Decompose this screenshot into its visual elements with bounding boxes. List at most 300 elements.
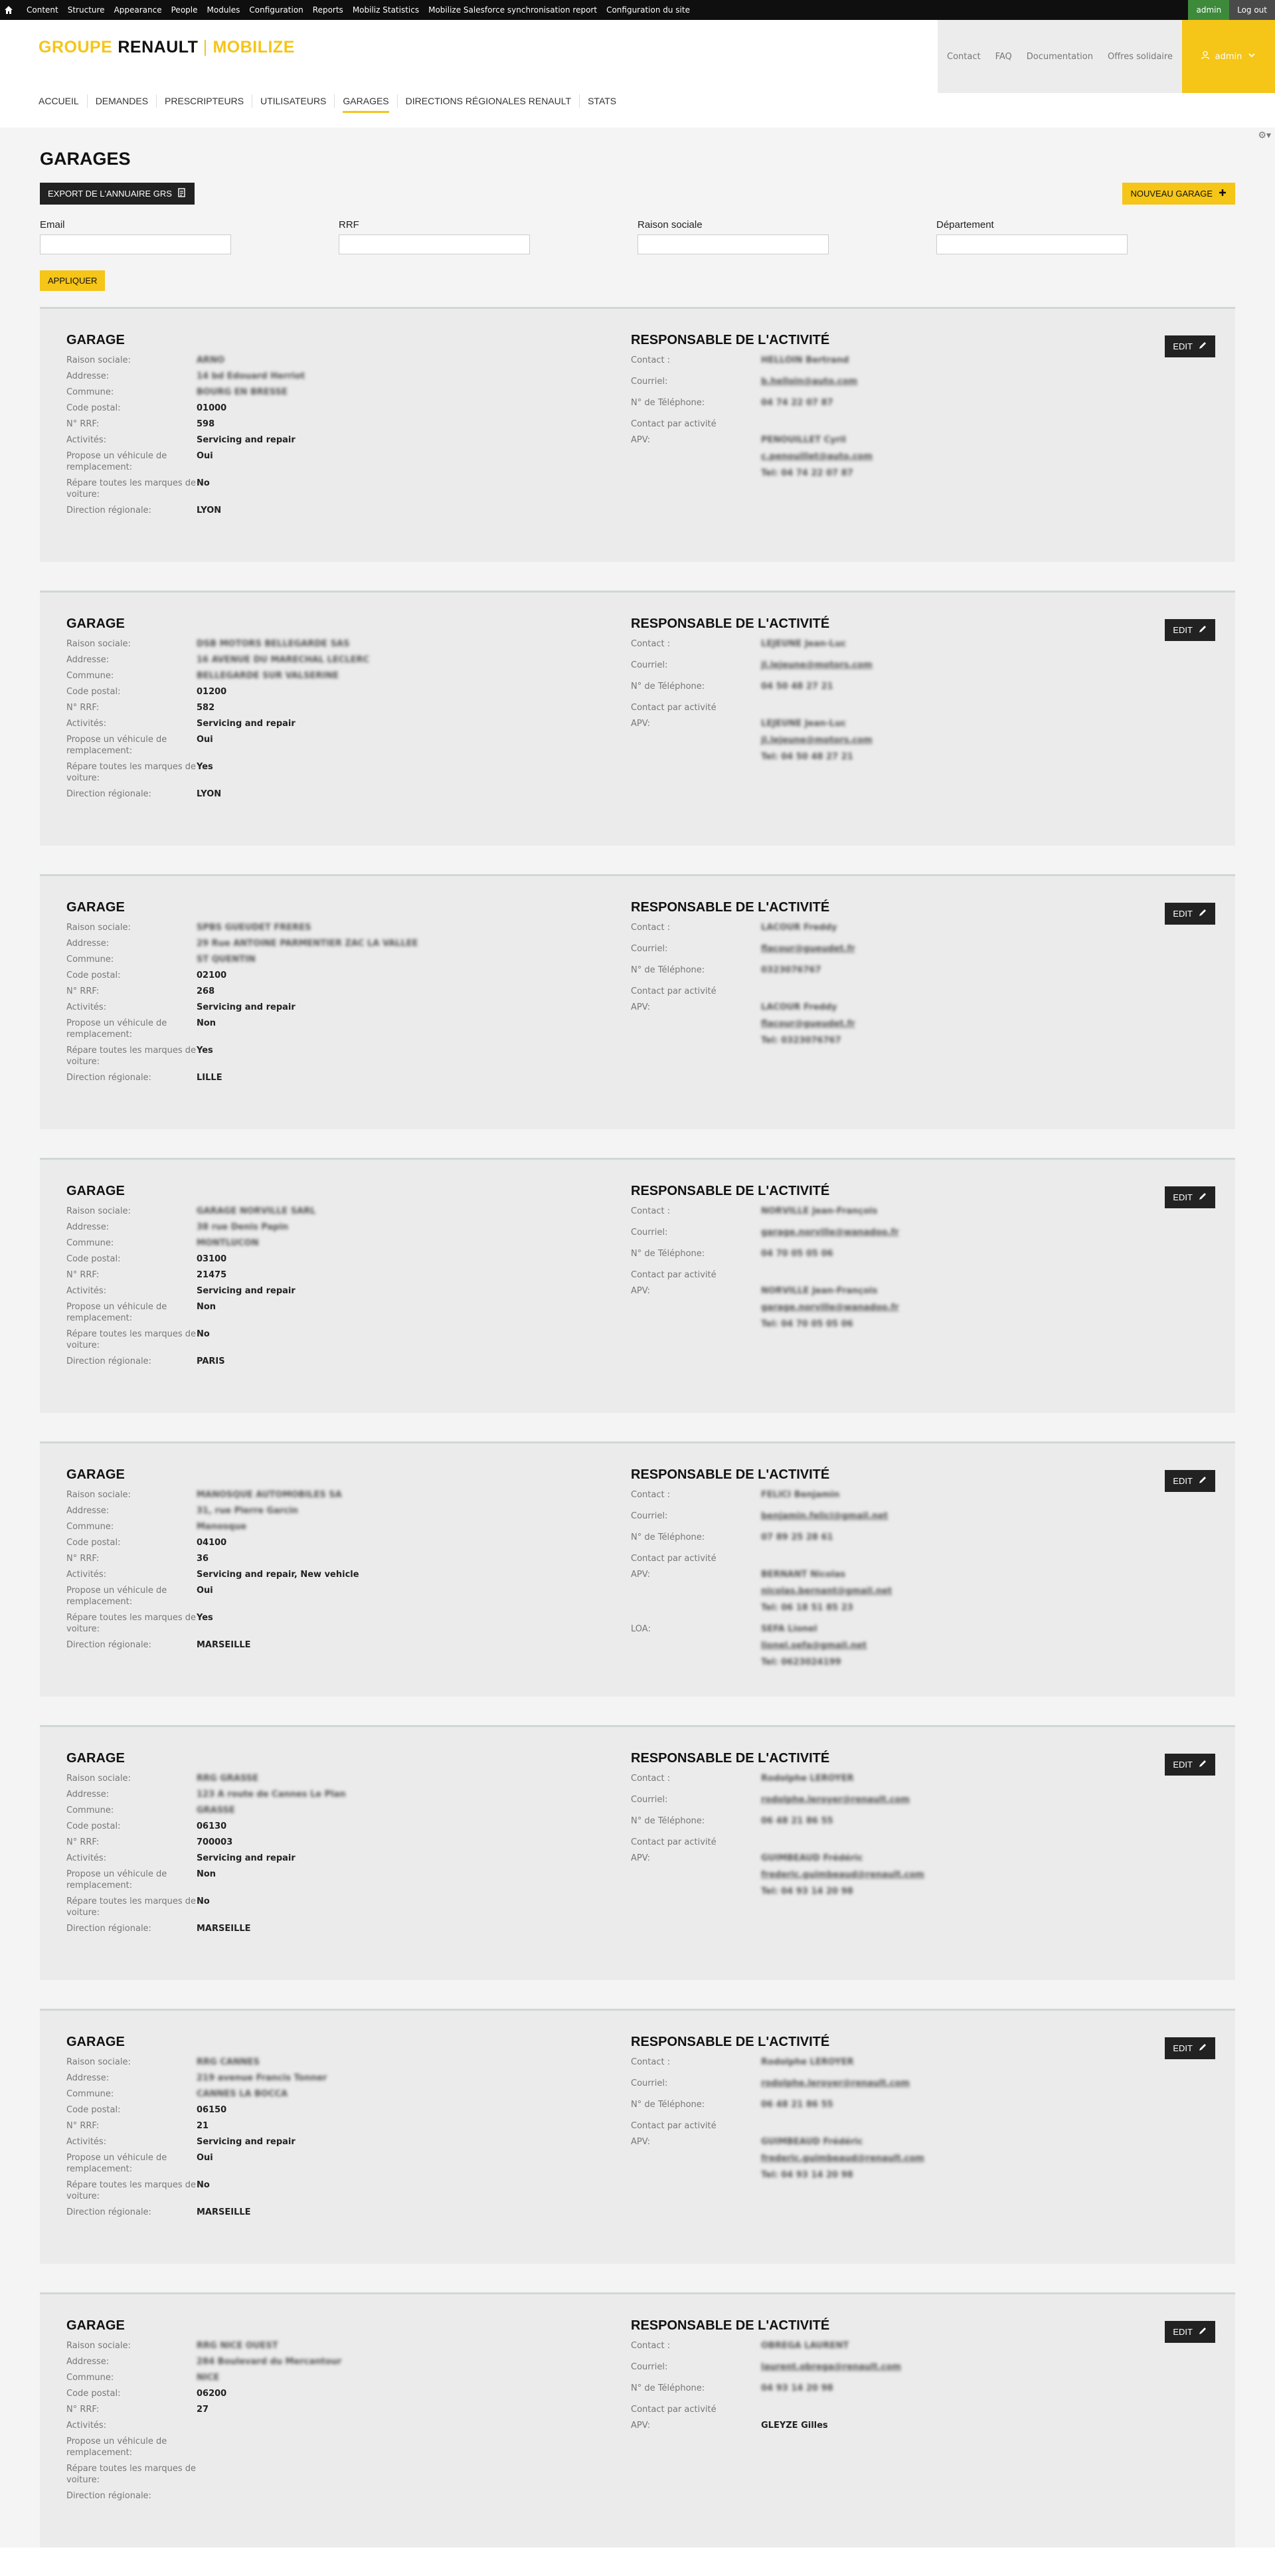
field-direction [66,1356,611,1367]
field-value: GRASSE [197,1805,235,1815]
field-cp [66,2104,611,2116]
field-label: Propose un véhicule de remplacement: [66,1018,167,1040]
resp-title: RESPONSABLE DE L'ACTIVITÉ [631,1184,830,1198]
field-label: Contact par activité [631,2405,717,2415]
email-link[interactable]: laurent.obrega@renault.com [761,2362,901,2372]
edit-button[interactable] [1165,2037,1215,2059]
toolbar-item-appearance[interactable]: Appearance [114,5,162,15]
field-value: LYON [197,789,222,799]
field-value: 07 89 25 28 61 [761,1532,833,1542]
field-label: Code postal: [66,2105,121,2115]
resp-apv [631,2136,1003,2186]
resp-courriel [631,2361,1003,2378]
garage-card [40,874,1235,1129]
field-value: ARNO [197,355,225,365]
link-documentation[interactable]: Documentation [1026,51,1093,62]
field-cp [66,1537,611,1548]
field-value: ST QUENTIN [197,955,256,965]
page-actions [40,183,1235,205]
field-value: CANNES LA BOCCA [197,2089,288,2099]
field-label: Raison sociale: [66,1206,131,1216]
resp-telephone [631,2099,1003,2116]
field-label: Contact : [631,639,671,649]
pencil-icon [1198,624,1207,636]
field-raison [66,355,611,366]
apv-line: Tel: 04 93 14 20 98 [761,1886,853,1896]
field-activites [66,1002,611,1013]
resp-title: RESPONSABLE DE L'ACTIVITÉ [631,616,830,631]
field-activites [66,2420,611,2431]
field-adresse [66,2072,611,2084]
field-label: Addresse: [66,2073,110,2083]
field-value: 16 AVENUE DU MARECHAL LECLERC [197,655,370,665]
field-value: Oui [197,451,213,461]
field-label: Addresse: [66,939,110,949]
field-direction [66,788,611,800]
user-menu[interactable] [1182,20,1275,93]
field-label: N° RRF: [66,419,100,429]
field-marques [66,1045,611,1067]
field-value: 04 50 48 27 21 [761,682,833,691]
toolbar-item-configuration[interactable]: Configuration [249,5,303,15]
field-label: N° RRF: [66,1837,100,1847]
field-value: LACOUR Freddy [761,923,837,933]
field-label: Répare toutes les marques de voiture: [66,1329,197,1350]
toolbar-item-content[interactable]: Content [27,5,58,15]
nav-directions-regionales[interactable]: DIRECTIONS RÉGIONALES RENAULT [398,94,580,108]
field-label: Courriel: [631,2078,668,2088]
pencil-icon [1198,2326,1207,2338]
responsable-info [631,2035,1003,2191]
toolbar-admin-link[interactable]: admin [1188,0,1229,20]
field-label: N° de Téléphone: [631,1532,705,1542]
toolbar-item-modules[interactable]: Modules [207,5,240,15]
field-vehicule [66,1018,611,1040]
edit-label: EDIT [1173,1760,1193,1770]
pencil-icon [1198,1759,1207,1770]
resp-contact [631,355,1003,371]
field-cp [66,2388,611,2399]
field-label: Code postal: [66,687,121,697]
field-label: Commune: [66,2373,114,2383]
field-value: Non [197,1018,216,1028]
edit-button[interactable] [1165,619,1215,641]
field-label: Addresse: [66,2357,110,2367]
field-rrf [66,418,611,430]
resp-contact-activite [631,418,1003,430]
field-label: Code postal: [66,1538,121,1548]
apv-line: GUIMBEAUD Frédéric [761,1853,863,1863]
field-value: RRG NICE OUEST [197,2341,278,2351]
responsable-info [631,900,1003,1056]
garage-card [40,1158,1235,1413]
resp-contact-activite [631,2120,1003,2132]
resp-contact-activite [631,702,1003,713]
field-label: Raison sociale: [66,923,131,933]
resp-apv [631,2420,1003,2437]
field-label: Code postal: [66,403,121,413]
nav-prescripteurs[interactable]: PRESCRIPTEURS [157,94,252,108]
field-label: Raison sociale: [66,1490,131,1500]
field-label: Répare toutes les marques de voiture: [66,762,197,783]
field-value: PARIS [197,1356,225,1366]
field-label: Courriel: [631,1228,668,1238]
pencil-icon [1198,908,1207,919]
apv-line: NORVILLE Jean-François [761,1286,878,1296]
toolbar-logout-link[interactable]: Log out [1229,0,1275,20]
field-commune [66,1521,611,1532]
garage-title: GARAGE [66,900,125,915]
field-vehicule [66,2436,611,2458]
field-value: 06200 [197,2389,227,2399]
garage-card [40,1441,1235,1697]
field-value: 01200 [197,687,227,697]
edit-button[interactable] [1165,1754,1215,1776]
apply-button[interactable]: APPLIQUER [40,270,105,291]
field-label: Activités: [66,2421,107,2431]
field-label: APV: [631,435,650,445]
email-field[interactable] [40,234,231,254]
garage-card [40,1725,1235,1980]
field-label: APV: [631,1570,650,1580]
resp-telephone [631,397,1003,414]
user-name: admin [1215,51,1242,62]
link-contact[interactable]: Contact [947,51,981,62]
toolbar-item-salesforce-report[interactable]: Mobilize Salesforce synchronisation report [428,5,598,15]
field-label: Contact par activité [631,2121,717,2131]
nav-stats[interactable]: STATS [588,96,617,106]
edit-label: EDIT [1173,341,1193,351]
field-value: MARSEILLE [197,1640,251,1650]
field-cp [66,1821,611,1832]
responsable-info [631,333,1003,489]
resp-contact [631,1206,1003,1222]
field-label: Activités: [66,435,107,445]
resp-apv [631,1853,1003,1902]
raison-sociale-field[interactable] [638,234,829,254]
pencil-icon [1198,2043,1207,2054]
resp-telephone [631,1248,1003,1265]
apv-line: frederic.guimbeaud@renault.com [761,2154,924,2163]
resp-apv [631,434,1003,484]
edit-label: EDIT [1173,2043,1193,2053]
field-adresse [66,371,611,382]
field-label: Propose un véhicule de remplacement: [66,2153,167,2174]
field-label: Courriel: [631,1795,668,1805]
email-link[interactable]: garage.norville@wanadoo.fr [761,1228,899,1238]
email-link[interactable]: rodolphe.leroyer@renault.com [761,2078,910,2088]
apv-line: flacour@gueudet.fr [761,1019,855,1029]
toolbar-item-mobiliz-statistics[interactable]: Mobiliz Statistics [352,5,420,15]
filter-rrf-label: RRF [339,219,359,230]
field-label: N° de Téléphone: [631,1249,705,1259]
field-value: RRG GRASSE [197,1774,258,1784]
toolbar-item-reports[interactable]: Reports [312,5,343,15]
field-commune [66,1805,611,1816]
field-label: N° de Téléphone: [631,965,705,975]
field-value: 27 [197,2405,209,2415]
field-label: Répare toutes les marques de voiture: [66,478,197,500]
field-label: APV: [631,2421,650,2431]
field-value: MONTLUCON [197,1238,259,1248]
field-value: Non [197,1302,216,1312]
resp-telephone [631,2383,1003,2399]
resp-contact-activite [631,1269,1003,1281]
garage-title: GARAGE [66,2318,125,2333]
field-label: Contact par activité [631,1554,717,1564]
filter-email [40,219,339,254]
field-value: GARAGE NORVILLE SARL [197,1206,316,1216]
filter-rrf [339,219,638,254]
field-label: APV: [631,1853,650,1863]
resp-courriel [631,1511,1003,1527]
field-value: Yes [197,1046,213,1056]
new-garage-button[interactable] [1122,183,1235,205]
resp-loa [631,1623,1003,1673]
email-link[interactable]: b.helloin@auto.com [761,377,858,387]
field-label: Addresse: [66,371,110,381]
field-label: Code postal: [66,2389,121,2399]
responsable-info [631,1184,1003,1340]
field-direction [66,2490,611,2502]
field-direction [66,1072,611,1083]
gear-icon[interactable]: ⚙▾ [1258,130,1271,141]
field-value: 38 rue Denis Papin [197,1222,289,1232]
apv-line: BERNANT Nicolas [761,1570,845,1580]
resp-apv [631,1285,1003,1335]
header-utility [938,20,1275,93]
field-value: 36 [197,1554,209,1564]
field-label: N° de Téléphone: [631,2383,705,2393]
field-label: Courriel: [631,944,668,954]
field-vehicule [66,450,611,473]
apv-line: garage.norville@wanadoo.fr [761,1303,899,1313]
field-value: 06150 [197,2105,227,2115]
field-label: Addresse: [66,1506,110,1516]
resp-telephone [631,1532,1003,1548]
site-logo[interactable] [39,38,295,57]
edit-button[interactable] [1165,335,1215,357]
field-label: Courriel: [631,660,668,670]
field-value: Servicing and repair [197,1286,296,1296]
edit-label: EDIT [1173,909,1193,919]
field-value: Servicing and repair [197,1002,296,1012]
apv-line: PENOUILLET Cyril [761,435,846,445]
field-label: Contact : [631,355,671,365]
edit-label: EDIT [1173,1192,1193,1202]
apv-line: Tel: 04 70 05 05 06 [761,1319,853,1329]
field-label: Raison sociale: [66,2341,131,2351]
field-value: Servicing and repair [197,2137,296,2147]
field-value: HELLOIN Bertrand [761,355,849,365]
field-label: Propose un véhicule de remplacement: [66,1869,167,1890]
resp-contact-activite [631,1837,1003,1848]
apv-line: nicolas.bernant@gmail.net [761,1586,892,1596]
field-label: Direction régionale: [66,1924,151,1934]
field-label: Commune: [66,2089,114,2099]
field-value: 06 48 21 86 55 [761,2100,833,2110]
resp-courriel [631,660,1003,676]
field-label: Activités: [66,1570,107,1580]
field-value: 04 74 22 07 87 [761,398,833,408]
link-offres-solidaire[interactable]: Offres solidaire [1107,51,1173,62]
field-label: Propose un véhicule de remplacement: [66,451,167,472]
edit-button[interactable] [1165,903,1215,925]
garage-title: GARAGE [66,1184,125,1198]
field-label: Commune: [66,387,114,397]
resp-title: RESPONSABLE DE L'ACTIVITÉ [631,1751,830,1766]
field-label: Direction régionale: [66,2207,151,2217]
edit-label: EDIT [1173,1476,1193,1486]
resp-contact [631,922,1003,939]
apv-line: GUIMBEAUD Frédéric [761,2137,863,2147]
export-button[interactable] [40,183,195,205]
loa-line: SEFA Lionel [761,1624,817,1634]
rrf-field[interactable] [339,234,530,254]
filter-departement-label: Département [936,219,994,230]
logo-mobilize: MOBILIZE [212,38,295,56]
nav-utilisateurs[interactable]: UTILISATEURS [252,94,335,108]
filter-raison-sociale-label: Raison sociale [638,219,703,230]
field-value: No [197,2180,210,2190]
field-value: 14 bd Edouard Herriot [197,371,305,381]
field-marques [66,2463,611,2486]
field-label: Répare toutes les marques de voiture: [66,1046,197,1067]
field-label: Commune: [66,1805,114,1815]
field-label: Direction régionale: [66,789,151,799]
field-label: N° de Téléphone: [631,2100,705,2110]
field-label: Contact : [631,1774,671,1784]
field-label: Répare toutes les marques de voiture: [66,2180,197,2201]
edit-button[interactable] [1165,1186,1215,1208]
email-link[interactable]: flacour@gueudet.fr [761,944,855,954]
resp-contact-activite [631,2404,1003,2415]
field-label: Contact : [631,2057,671,2067]
link-faq[interactable]: FAQ [995,51,1012,62]
field-marques [66,1612,611,1635]
field-raison [66,2057,611,2068]
field-value: Yes [197,1613,213,1623]
field-commune [66,2088,611,2100]
field-vehicule [66,2152,611,2175]
field-adresse [66,1789,611,1800]
field-label: N° RRF: [66,2405,100,2415]
field-value: Servicing and repair, New vehicle [197,1570,359,1580]
field-rrf [66,1269,611,1281]
field-activites [66,1285,611,1297]
field-label: Contact par activité [631,1837,717,1847]
field-label: Contact : [631,1490,671,1500]
resp-title: RESPONSABLE DE L'ACTIVITÉ [631,2318,830,2333]
field-value: NICE [197,2373,220,2383]
apv-line: Tel: 0323076767 [761,1036,841,1046]
field-label: APV: [631,2137,650,2147]
field-label: N° RRF: [66,703,100,713]
departement-field[interactable] [936,234,1128,254]
field-activites [66,2136,611,2148]
field-activites [66,718,611,729]
field-value: LYON [197,506,222,515]
email-link[interactable]: benjamin.felici@gmail.net [761,1511,889,1521]
field-value: 21475 [197,1270,227,1280]
field-value: Yes [197,762,213,772]
field-value: SPBS GUEUDET FRERES [197,923,311,933]
nav-accueil[interactable]: ACCUEIL [31,94,88,108]
field-label: Courriel: [631,1511,668,1521]
garage-card [40,2009,1235,2264]
garage-title: GARAGE [66,1751,125,1766]
email-link[interactable]: rodolphe.leroyer@renault.com [761,1795,910,1805]
field-value: No [197,1896,210,1906]
field-direction [66,505,611,516]
field-raison [66,638,611,650]
field-raison [66,1206,611,1217]
resp-apv [631,718,1003,768]
field-label: Contact par activité [631,419,717,429]
field-raison [66,1489,611,1501]
field-value: MARSEILLE [197,2207,251,2217]
toolbar-item-people[interactable]: People [171,5,198,15]
resp-contact [631,638,1003,655]
field-value: Oui [197,1586,213,1596]
garage-info [66,1467,611,1655]
field-label: Répare toutes les marques de voiture: [66,1896,197,1918]
field-label: Activités: [66,1286,107,1296]
field-rrf [66,2404,611,2415]
toolbar-item-site-configuration[interactable]: Configuration du site [606,5,690,15]
field-value: BELLEGARDE SUR VALSERINE [197,671,339,681]
field-value: 01000 [197,403,227,413]
edit-button[interactable] [1165,2321,1215,2343]
field-label: APV: [631,719,650,729]
field-label: N° RRF: [66,986,100,996]
nav-garages[interactable]: GARAGES [335,94,397,108]
field-direction [66,1923,611,1934]
field-rrf [66,2120,611,2132]
garage-info [66,333,611,521]
field-label: Activités: [66,1002,107,1012]
field-raison [66,1773,611,1784]
field-label: Courriel: [631,2362,668,2372]
field-label: Code postal: [66,970,121,980]
toolbar-item-structure[interactable]: Structure [67,5,105,15]
logo-groupe: GROUPE [39,38,113,56]
resp-telephone [631,681,1003,697]
field-value: BOURG EN BRESSE [197,387,288,397]
field-value: 284 Boulevard du Mercantour [197,2357,342,2367]
field-vehicule [66,1301,611,1324]
field-label: Code postal: [66,1821,121,1831]
new-garage-label: NOUVEAU GARAGE [1130,189,1213,199]
field-adresse [66,938,611,949]
field-raison [66,922,611,933]
garage-info [66,616,611,804]
field-value: RRG CANNES [197,2057,260,2067]
field-rrf [66,702,611,713]
field-label: Raison sociale: [66,1774,131,1784]
edit-button[interactable] [1165,1470,1215,1492]
email-link[interactable]: jl.lejeune@motors.com [761,660,873,670]
field-marques [66,761,611,784]
home-icon[interactable] [0,0,17,20]
field-commune [66,954,611,965]
nav-demandes[interactable]: DEMANDES [88,94,157,108]
loa-line: Tel: 0623024199 [761,1657,841,1667]
field-label: N° de Téléphone: [631,1816,705,1826]
filter-raison-sociale [638,219,936,254]
field-value: FELICI Benjamin [761,1490,840,1500]
apv-line: LEJEUNE Jean-Luc [761,719,847,729]
